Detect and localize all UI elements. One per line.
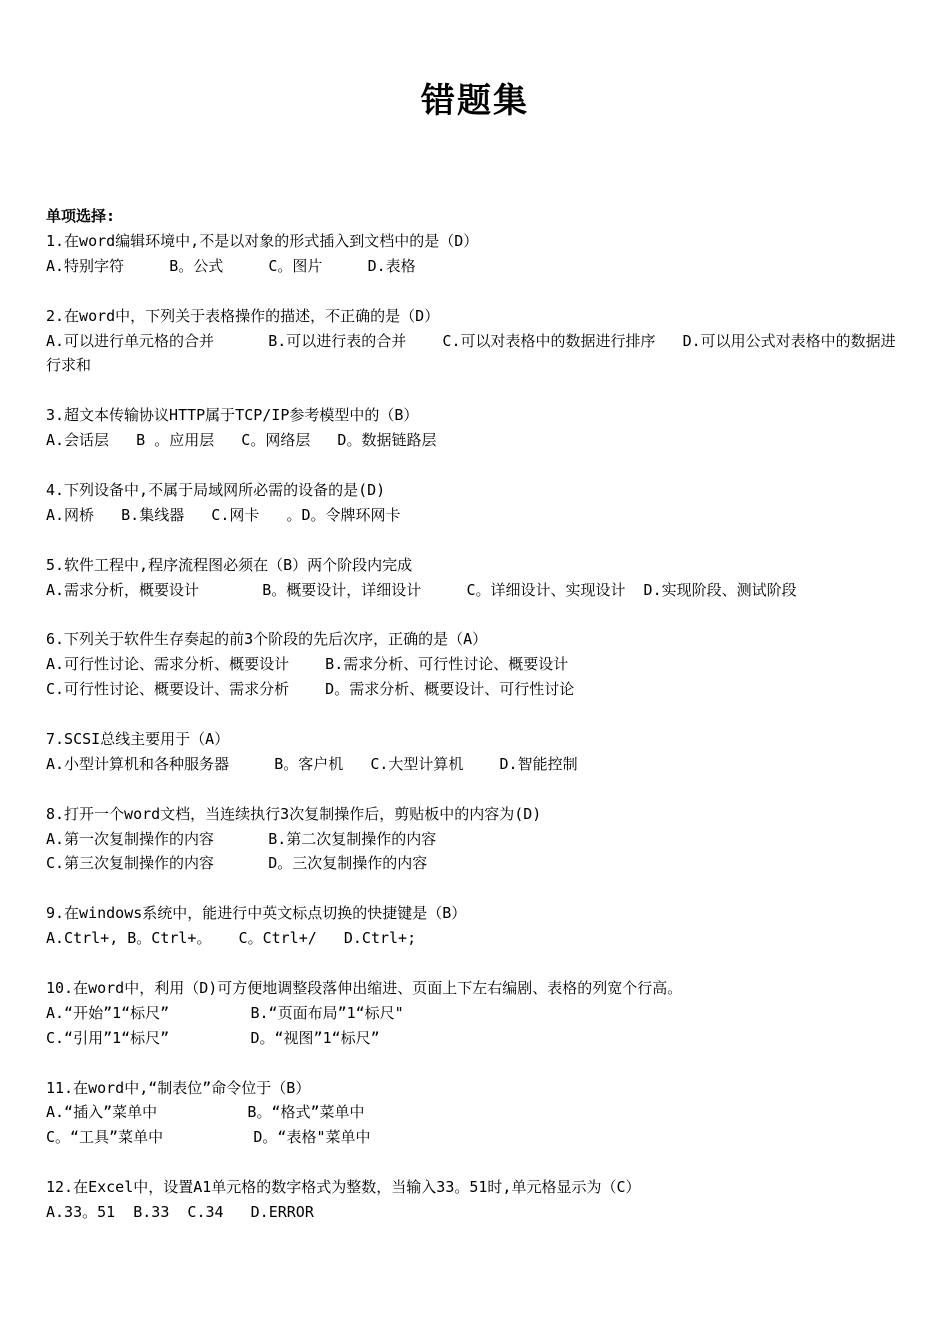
- question-options: A.需求分析，概要设计 B。概要设计，详细设计 C。详细设计、实现设计 D.实现阶段、测试阶段: [46, 580, 797, 599]
- question-item: [46, 901, 908, 951]
- question-options: C.可行性讨论、概要设计、需求分析 D。需求分析、概要设计、可行性讨论: [46, 680, 575, 699]
- question-stem: 9.在windows系统中，能进行中英文标点切换的快捷键是（B）: [46, 904, 467, 923]
- question-options: A.特别字符 B。公式 C。图片 D.表格: [46, 256, 416, 275]
- question-stem: 4.下列设备中,不属于局域网所必需的设备的是(D): [46, 480, 386, 499]
- question-stem: 6.下列关于软件生存奏起的前3个阶段的先后次序，正确的是（A）: [46, 630, 488, 649]
- page-title: 错题集: [421, 81, 529, 121]
- question-options: A.Ctrl+, B。Ctrl+。 C。Ctrl+/ D.Ctrl+;: [46, 929, 417, 948]
- question-list: [46, 204, 908, 1250]
- question-stem: 12.在Excel中，设置A1单元格的数字格式为整数，当输入33。51时,单元格显示为（C）: [46, 1178, 641, 1197]
- question-stem: 8.打开一个word文档，当连续执行3次复制操作后，剪贴板中的内容为(D): [46, 804, 542, 823]
- question-item: [46, 478, 908, 528]
- question-stem: 5.软件工程中,程序流程图必须在（B）两个阶段内完成: [46, 555, 413, 574]
- question-options: A.33。51 B.33 C.34 D.ERROR: [46, 1203, 314, 1222]
- question-options: C.第三次复制操作的内容 D。三次复制操作的内容: [46, 854, 428, 873]
- question-item: [46, 553, 908, 603]
- question-stem: 10.在word中，利用（D)可方便地调整段落伸出缩进、页面上下左右编剧、表格的列宽个行高。: [46, 978, 683, 997]
- question-stem: 11.在word中,“制表位”命令位于（B）: [46, 1078, 311, 1097]
- question-item: [46, 304, 908, 379]
- question-item: [46, 627, 908, 702]
- question-options: A.第一次复制操作的内容 B.第二次复制操作的内容: [46, 829, 437, 848]
- question-options: A.“插入”菜单中 B。“格式”菜单中: [46, 1103, 365, 1122]
- question-item: [46, 802, 908, 877]
- question-options: A.可行性讨论、需求分析、概要设计 B.需求分析、可行性讨论、概要设计: [46, 655, 569, 674]
- question-item: [46, 229, 908, 279]
- question-stem: 3.超文本传输协议HTTP属于TCP/IP参考模型中的（B）: [46, 406, 419, 425]
- question-options: A.可以进行单元格的合并 B.可以进行表的合并 C.可以对表格中的数据进行排序 D.可以用公式对表格中的数据进行求和: [46, 331, 896, 375]
- question-options: A.小型计算机和各种服务器 B。客户机 C.大型计算机 D.智能控制: [46, 754, 578, 773]
- question-stem: 2.在word中，下列关于表格操作的描述，不正确的是（D）: [46, 306, 440, 325]
- question-options: A.会话层 B 。应用层 C。网络层 D。数据链路层: [46, 431, 437, 450]
- question-options: A.“开始”1“标尺” B.“页面布局”1“标尺": [46, 1003, 404, 1022]
- question-item: [46, 727, 908, 777]
- question-item: [46, 976, 908, 1051]
- question-options: C.“引用”1“标尺” D。“视图”1“标尺”: [46, 1028, 380, 1047]
- question-item: [46, 403, 908, 453]
- question-item: [46, 1076, 908, 1151]
- question-stem: 1.在word编辑环境中,不是以对象的形式插入到文档中的是（D）: [46, 231, 479, 250]
- question-stem: 7.SCSI总线主要用于（A）: [46, 729, 230, 748]
- section-heading: 单项选择:: [46, 207, 116, 225]
- question-options: A.网桥 B.集线器 C.网卡 。D。令牌环网卡: [46, 505, 401, 524]
- question-options: C。“工具”菜单中 D。“表格"菜单中: [46, 1128, 371, 1147]
- question-item: [46, 1175, 908, 1225]
